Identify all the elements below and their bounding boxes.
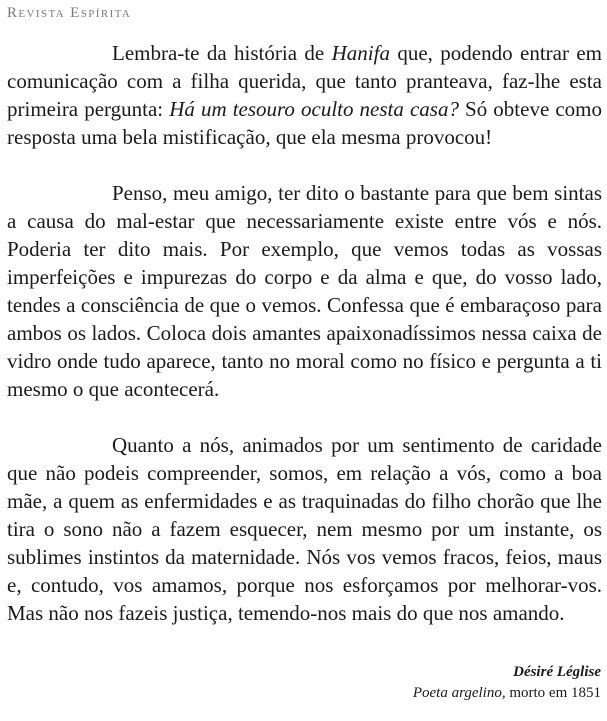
running-header: Revista Espírita: [7, 5, 132, 21]
paragraph-caridade: Quanto a nós, animados por um sentimento de caridade que não podeis compreender, somos, em relação a vós, como a boa mãe, a quem as enfermidades e as traquinadas do filho chorão que lhe tira o sono não a fazem esquecer, nem mesmo por um instante, os sublimes instintos da maternidade. Nós vos vemos fracos, feios, maus e, contudo, vos amamos, porque nos esforçamos por melhorar-vos. Mas não nos fazeis justiça, temendo-nos mais do que nos amando.: [7, 433, 602, 625]
signature-block: [413, 662, 601, 704]
paragraph-text: Só obteve como resposta uma bela mistificação, que ela mesma provocou!: [7, 97, 603, 149]
emphasis-question: Há um tesouro oculto nesta casa?: [169, 97, 459, 121]
paragraph-hanifa: [7, 39, 602, 151]
signature-title: [413, 683, 601, 704]
paragraph-malestar: Penso, meu amigo, ter dito o bastante para que bem sintas a causa do mal-estar que necessariamente existe entre vós e nós. Poderia ter dito mais. Por exemplo, que vemos todas as vossas imperfeições e impurezas do corpo e da alma e que, do vosso lado, tendes a consciência de que o vemos. Confessa que é embaraçoso para ambos os lados. Coloca dois amantes apaixonadíssimos nessa caixa de vidro onde tudo aparece, tanto no moral como no físico e pergunta a ti mesmo o que acontecerá.: [7, 181, 602, 401]
signature-role: Poeta argelino,: [412, 685, 506, 701]
signature-name: Désiré Léglise: [513, 664, 601, 680]
emphasis-name: Hanifa: [331, 41, 390, 65]
paragraph-text: que, podendo entrar em comunicação com a filha querida, que tanto pranteava, faz-lhe esta primeira pergunta:: [7, 41, 602, 121]
signature-death: morto em 1851: [505, 685, 601, 701]
article-body: [7, 39, 602, 627]
paragraph-text: Lembra-te da história de: [112, 41, 332, 65]
